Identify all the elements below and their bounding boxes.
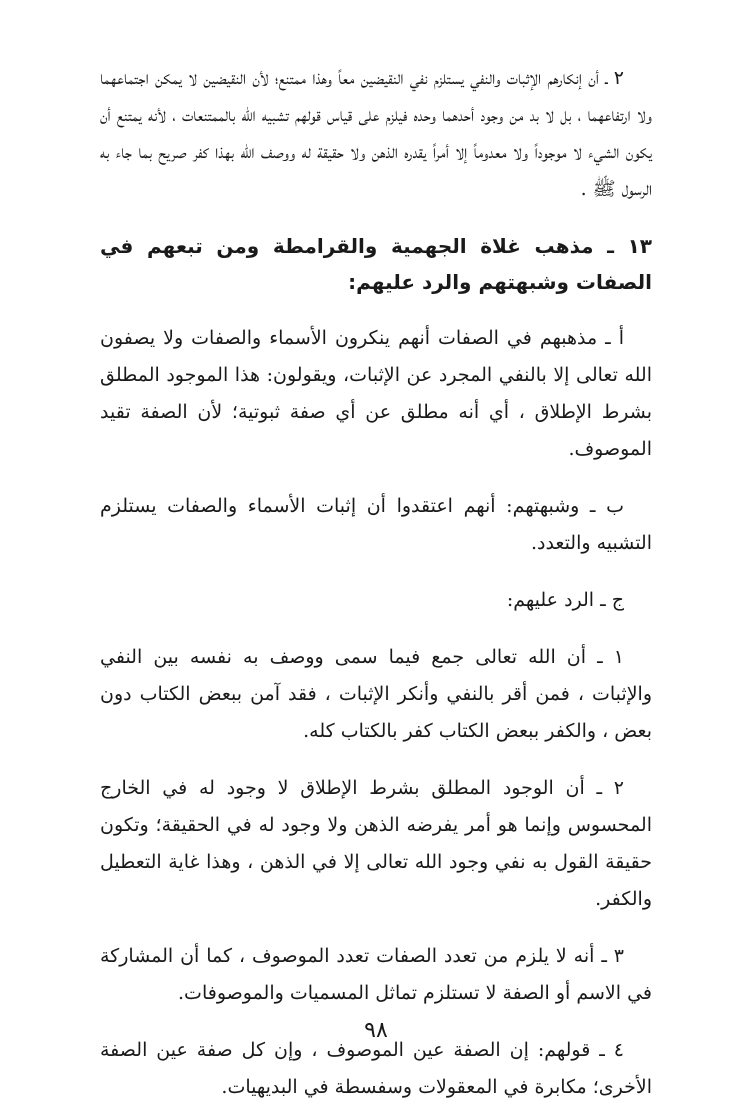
- paragraph-3-text: ب ـ وشبهتهم: أنهم اعتقدوا أن إثبات الأسماء والصفات يستلزم التشبيه والتعدد.: [100, 495, 652, 554]
- paragraph-6-text: ٢ ـ أن الوجود المطلق بشرط الإطلاق لا وجود له في الخارج المحسوس وإنما هو أمر يفرضه الذهن ولا وجود له في الحقيقة؛ وتكون حقيقة القول به نفي وجود الله تعالى إلا في الذهن ، وهذا غاية التعطيل والكفر.: [100, 777, 652, 910]
- page-body: [100, 60, 652, 1106]
- page-number: ٩٨: [364, 1018, 388, 1043]
- paragraph-3: [100, 488, 652, 562]
- paragraph-7-text: ٣ ـ أنه لا يلزم من تعدد الصفات تعدد الموصوف ، كما أن المشاركة في الاسم أو الصفة لا تستلزم تماثل المسميات والموصوفات.: [100, 945, 652, 1004]
- paragraph-5-text: ١ ـ أن الله تعالى جمع فيما سمى ووصف به نفسه بين النفي والإثبات ، فمن أقر بالنفي وأنكر الإثبات ، فقد آمن ببعض الكتاب دون بعض ، والكفر ببعض الكتاب كفر بالكتاب كله.: [100, 646, 652, 742]
- paragraph-1-text: ٢ ـ أن إنكارهم الإثبات والنفي يستلزم نفي النقيضين معاً وهذا ممتنع؛ لأن النقيضين لا يمكن اجتماعهما ولا ارتفاعهما ، بل لا بد من وجود أحدهما وحده فيلزم على قياس قولهم تشبيه الله بالممتنعات ، لأنه يمتنع أن يكون الشيء لا موجوداً ولا معدوماً إلا أمراً يقدره الذهن ولا حقيقة له ووصف الله بهذا كفر صريح بما جاء به الرسول ﷺ .: [100, 67, 652, 200]
- paragraph-1: [100, 60, 652, 208]
- paragraph-8-text: ٤ ـ قولهم: إن الصفة عين الموصوف ، وإن كل صفة عين الصفة الأخرى؛ مكابرة في المعقولات وسفسطة في البديهيات.: [100, 1039, 652, 1098]
- paragraph-7: [100, 938, 652, 1012]
- paragraph-4: [100, 582, 652, 619]
- paragraph-4-text: ج ـ الرد عليهم:: [506, 589, 624, 611]
- paragraph-8: [100, 1032, 652, 1106]
- paragraph-2: [100, 320, 652, 468]
- paragraph-6: [100, 770, 652, 918]
- section-heading: ١٣ ـ مذهب غلاة الجهمية والقرامطة ومن تبعهم في الصفات وشبهتهم والرد عليهم:: [100, 234, 652, 294]
- paragraph-2-text: أ ـ مذهبهم في الصفات أنهم ينكرون الأسماء والصفات ولا يصفون الله تعالى إلا بالنفي المجرد عن الإثبات، ويقولون: هذا الموجود المطلق بشرط الإطلاق ، أي أنه مطلق عن أي صفة ثبوتية؛ لأن الصفة تقيد الموصوف.: [100, 327, 652, 460]
- paragraph-5: [100, 639, 652, 750]
